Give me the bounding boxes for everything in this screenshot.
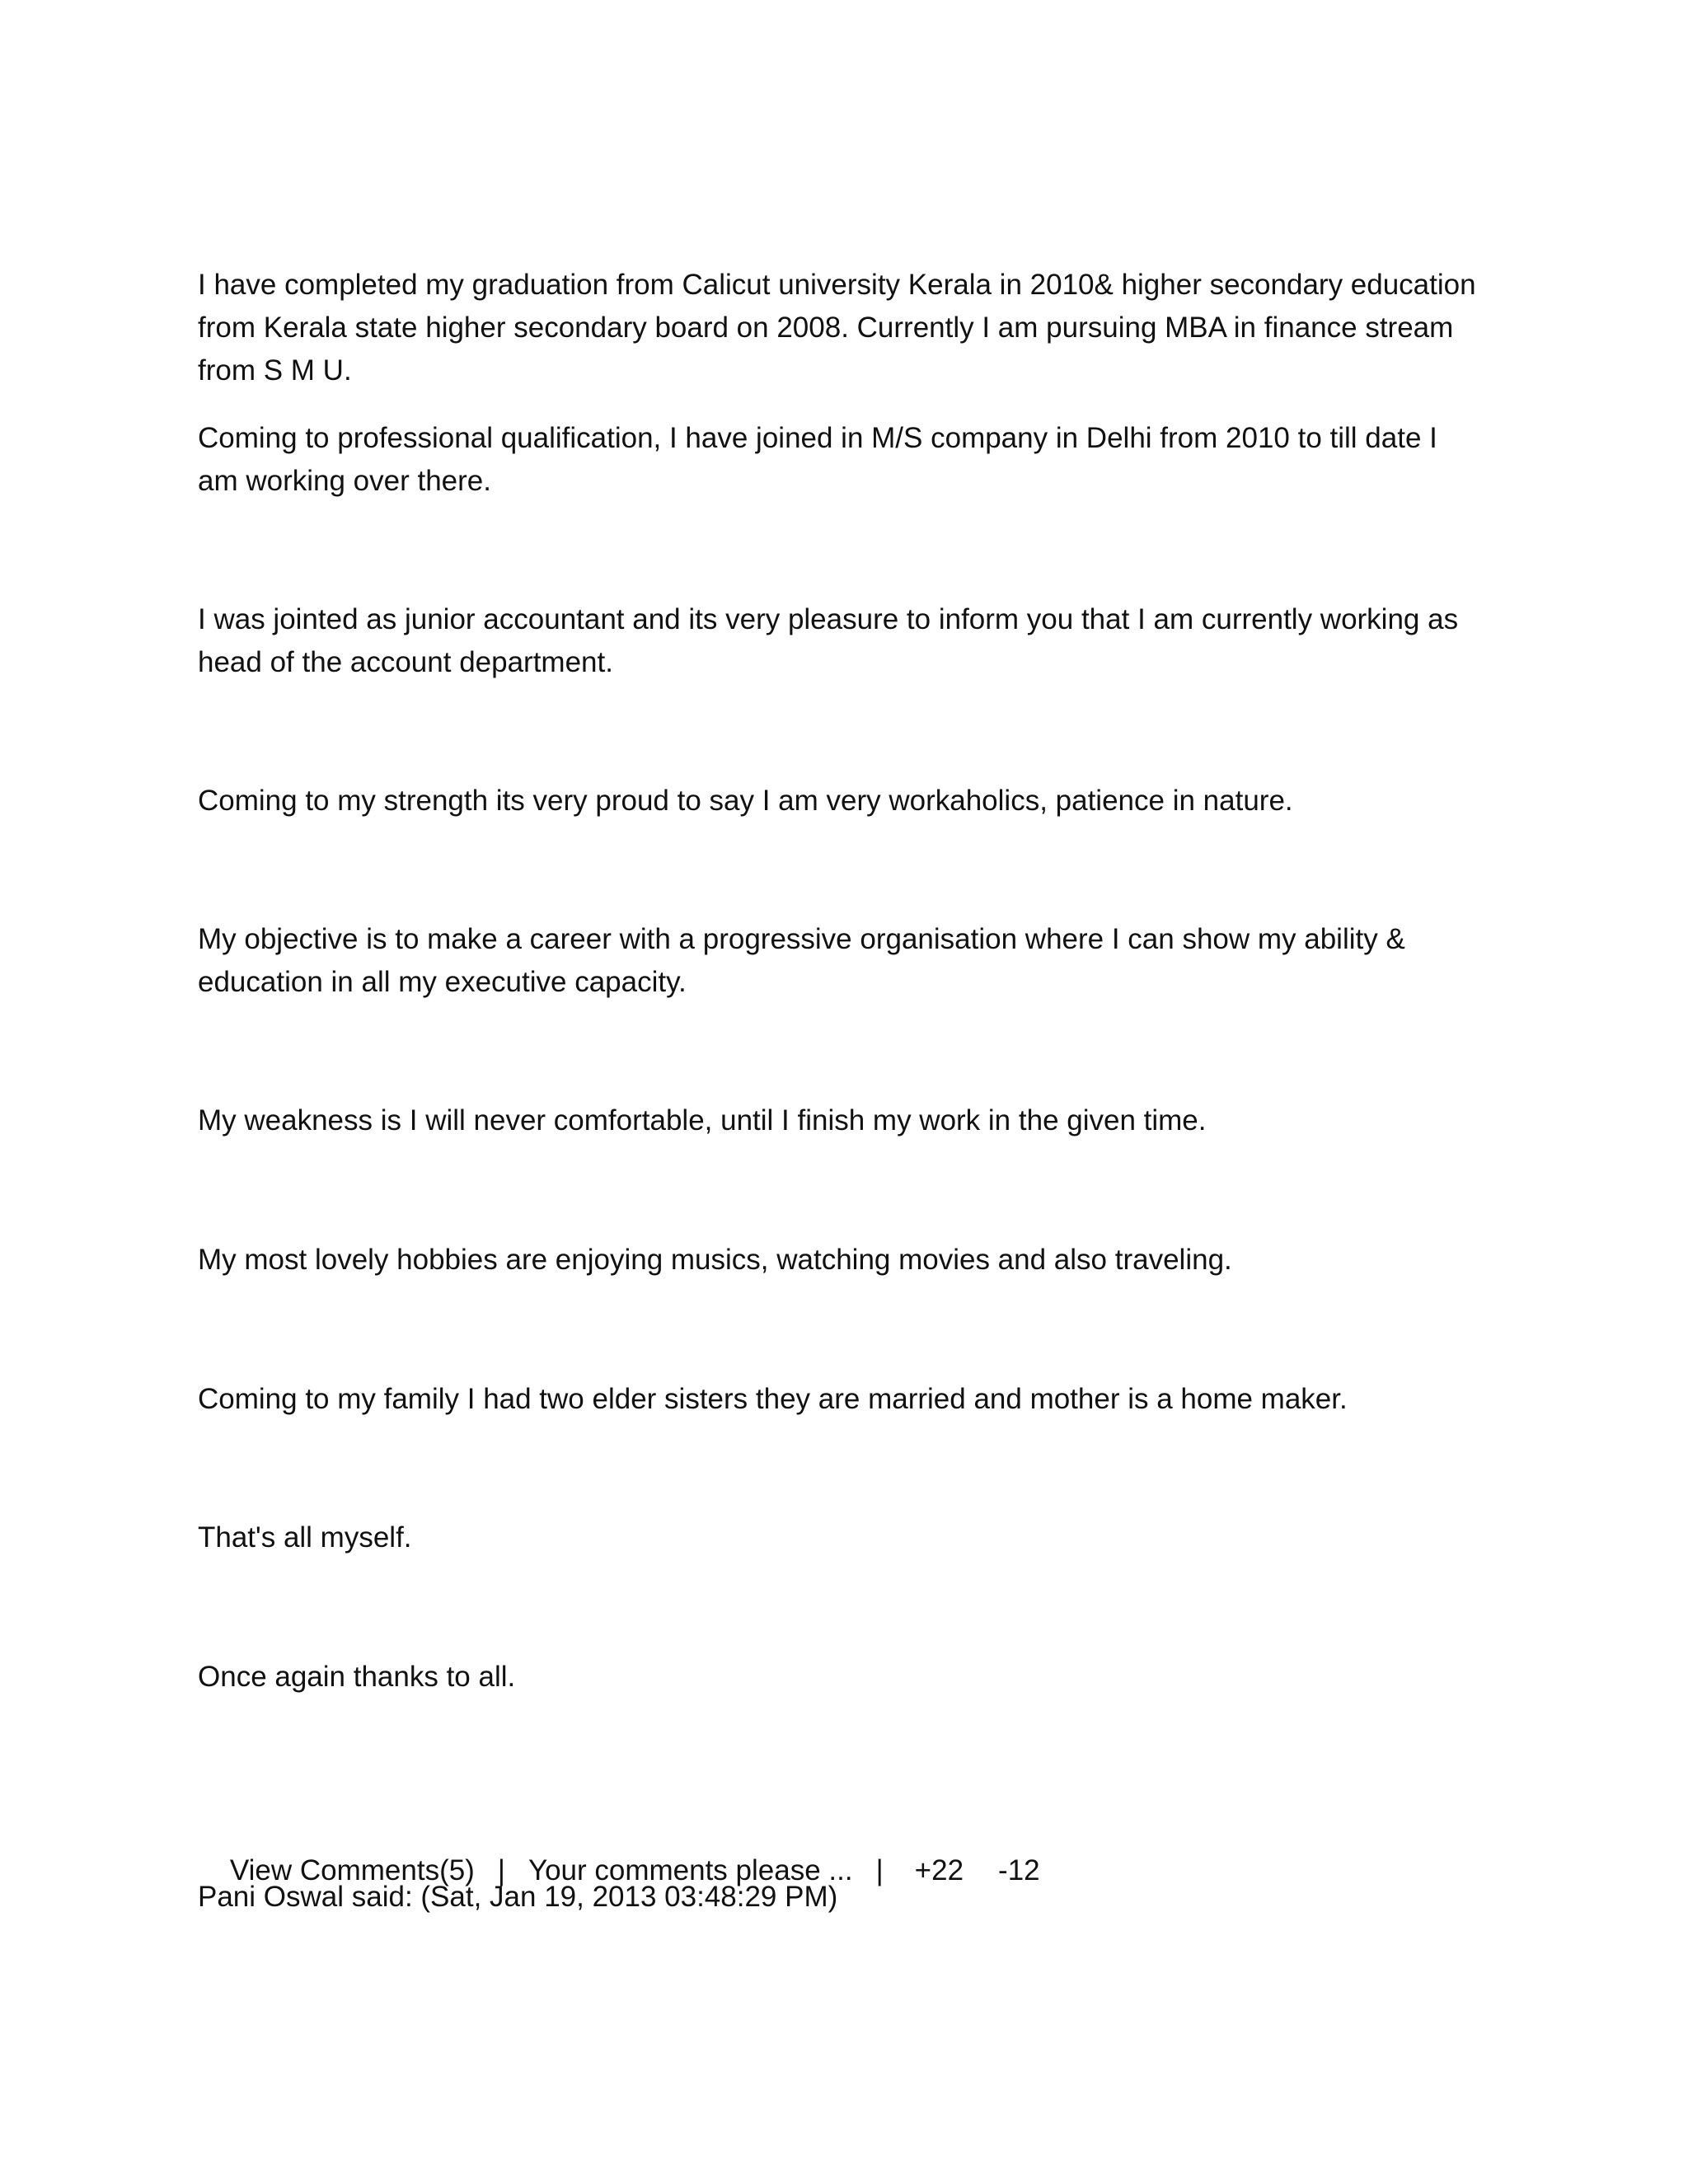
separator: |	[497, 1854, 505, 1886]
paragraph-weakness: My weakness is I will never comfortable, until I finish my work in the given time.	[198, 1104, 1207, 1137]
your-comments-link[interactable]: Your comments please ...	[528, 1854, 853, 1886]
downvote-count[interactable]: -12	[998, 1854, 1040, 1886]
paragraph-strength: Coming to my strength its very proud to say I am very workaholics, patience in nature.	[198, 785, 1293, 817]
upvote-count[interactable]: +22	[914, 1854, 964, 1886]
paragraph-professional: Coming to professional qualification, I have joined in M/S company in Delhi from 2010 to till date I am working over there.	[198, 422, 1437, 497]
view-comments-link[interactable]: View Comments(5)	[229, 1854, 475, 1886]
paragraph-hobbies: My most lovely hobbies are enjoying musics, watching movies and also traveling.	[198, 1244, 1232, 1276]
comment-author-line: Pani Oswal said: (Sat, Jan 19, 2013 03:48:29 PM)	[198, 1881, 838, 1913]
separator: |	[875, 1854, 884, 1886]
paragraph-thanks: Once again thanks to all.	[198, 1661, 516, 1693]
paragraph-objective: My objective is to make a career with a progressive organisation where I can show my ability & education in all my executive capacity.	[198, 923, 1405, 998]
paragraph-closing: That's all myself.	[198, 1521, 412, 1554]
paragraph-education: I have completed my graduation from Calicut university Kerala in 2010& higher secondary education from Kerala state higher secondary board on 2008. Currently I am pursuing MBA in finance stream from S M U.	[198, 269, 1476, 387]
paragraph-role: I was jointed as junior accountant and its very pleasure to inform you that I am currently working as head of the account department.	[198, 603, 1459, 678]
paragraph-family: Coming to my family I had two elder sisters they are married and mother is a home maker.	[198, 1383, 1348, 1415]
